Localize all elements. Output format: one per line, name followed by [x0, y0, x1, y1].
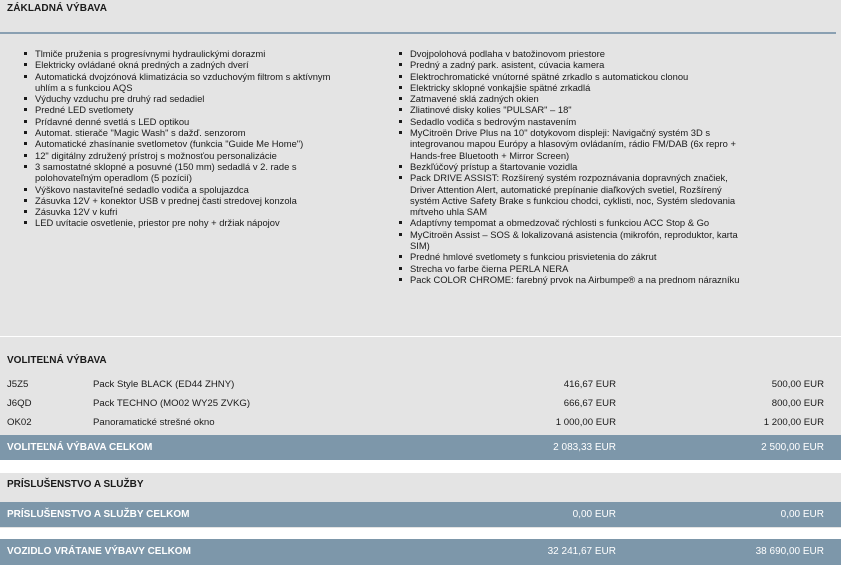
- bullet-icon: [399, 165, 402, 168]
- accessories-total-label: PRÍSLUŠENSTVO A SLUŽBY CELKOM: [7, 509, 190, 520]
- table-row: [0, 376, 841, 394]
- list-item: [399, 93, 749, 104]
- list-item-text: Elektrochromatické vnútorné spätné zrkadlo s automatickou clonou: [410, 70, 689, 82]
- optional-equipment-title: VOLITEĽNÁ VÝBAVA: [7, 355, 107, 366]
- bullet-icon: [399, 108, 402, 111]
- accessories-total-net: 0,00 EUR: [572, 509, 616, 520]
- list-item-text: Automatické zhasínanie svetlometov (funkcia "Guide Me Home"): [35, 138, 304, 150]
- list-item: [24, 127, 352, 138]
- list-item: [399, 161, 749, 172]
- bullet-icon: [399, 255, 402, 258]
- optional-total-label: VOLITEĽNÁ VÝBAVA CELKOM: [7, 442, 153, 453]
- standard-equipment-list-right: [399, 48, 749, 285]
- list-item-text: Predné hmlové svetlomety s funkciou prisvietenia do zákrut: [410, 251, 657, 263]
- list-item: [24, 195, 352, 206]
- table-row: [0, 414, 841, 432]
- list-item: [399, 172, 749, 217]
- bullet-icon: [399, 75, 402, 78]
- list-item: [24, 93, 352, 104]
- list-item: [24, 217, 352, 228]
- list-item: [399, 116, 749, 127]
- section-divider: [0, 32, 836, 34]
- list-item-text: Tlmiče pruženia s progresívnymi hydraulickými dorazmi: [35, 48, 266, 59]
- vehicle-total-bar: [0, 539, 841, 565]
- list-item-text: MyCitroën Drive Plus na 10'' dotykovom displeji: Navigačný systém 3D s integrovanou mapou Európy a hlasovým ovládaním, rádio FM/DAB (6x repro + Hands-free Bluetooth + Mirror Screen): [410, 127, 736, 161]
- list-item: [24, 184, 352, 195]
- bullet-icon: [399, 52, 402, 55]
- optional-total-net: 2 083,33 EUR: [553, 442, 616, 453]
- bullet-icon: [399, 233, 402, 236]
- list-item-text: Bezkľúčový prístup a štartovanie vozidla: [410, 160, 578, 172]
- list-item: [399, 59, 749, 70]
- bullet-icon: [399, 278, 402, 281]
- option-price-net: 666,67 EUR: [563, 398, 616, 409]
- list-item-text: Adaptívny tempomat a obmedzovač rýchlosti s funkciou ACC Stop & Go: [410, 217, 710, 229]
- list-item-text: Predné LED svetlomety: [35, 104, 134, 116]
- bullet-icon: [24, 120, 27, 123]
- list-item-text: Výškovo nastaviteľné sedadlo vodiča a spolujazdca: [35, 183, 249, 195]
- list-item: [399, 263, 749, 274]
- optional-equipment-total-bar: [0, 435, 841, 460]
- list-item-text: LED uvítacie osvetlenie, priestor pre nohy + držiak nápojov: [35, 217, 280, 229]
- list-item: [399, 251, 749, 262]
- vehicle-total-label: VOZIDLO VRÁTANE VÝBAVY CELKOM: [7, 546, 191, 557]
- list-item-text: Predný a zadný park. asistent, cúvacia kamera: [410, 59, 605, 71]
- bullet-icon: [399, 86, 402, 89]
- bullet-icon: [24, 188, 27, 191]
- bullet-icon: [24, 63, 27, 66]
- accessories-title: PRÍSLUŠENSTVO A SLUŽBY: [7, 479, 144, 490]
- bullet-icon: [399, 63, 402, 66]
- option-price-net: 416,67 EUR: [563, 379, 616, 390]
- bullet-icon: [399, 97, 402, 100]
- list-item: [24, 48, 352, 59]
- standard-equipment-title: ZÁKLADNÁ VÝBAVA: [7, 3, 108, 14]
- list-item: [24, 104, 352, 115]
- list-item-text: Elektricky sklopné vonkajšie spätné zrkadlá: [410, 81, 591, 93]
- vehicle-total-gross: 38 690,00 EUR: [755, 546, 824, 557]
- optional-total-gross: 2 500,00 EUR: [761, 442, 824, 453]
- option-code: J5Z5: [7, 379, 29, 390]
- list-item-text: Automatická dvojzónová klimatizácia so vzduchovým filtrom s aktívnym uhlím a s funkciou AQS: [35, 70, 331, 93]
- bullet-icon: [24, 221, 27, 224]
- list-item-text: MyCitroën Assist – SOS & lokalizovaná asistencia (mikrofón, reproduktor, karta SIM): [410, 228, 738, 252]
- option-description: Panoramatické strešné okno: [93, 417, 215, 428]
- list-item: [24, 59, 352, 70]
- option-price-gross: 500,00 EUR: [771, 379, 824, 390]
- option-code: OK02: [7, 417, 32, 428]
- list-item: [399, 48, 749, 59]
- list-item: [399, 104, 749, 115]
- list-item-text: Zliatinové disky kolies "PULSAR" – 18": [410, 104, 572, 116]
- list-item-text: Zásuvka 12V + konektor USB v prednej časti stredovej konzola: [35, 194, 297, 206]
- list-item: [399, 229, 749, 252]
- vehicle-total-net: 32 241,67 EUR: [547, 546, 616, 557]
- list-item: [24, 150, 352, 161]
- list-item: [399, 127, 749, 161]
- list-item-text: 12" digitálny združený prístroj s možnosťou personalizácie: [35, 149, 277, 161]
- bullet-icon: [24, 165, 27, 168]
- list-item: [399, 82, 749, 93]
- accessories-total-bar: [0, 502, 841, 527]
- list-item-text: Pack DRIVE ASSIST: Rozšírený systém rozpoznávania dopravných značiek, Driver Attention Alert, automatické prepínanie diaľkových svetiel, Rozšírený systém Active Safety Brake s funkciou chodci, cyklisti, noc, Systém sledovania mŕtveho uhla SAM: [410, 172, 736, 218]
- standard-equipment-list-left: [24, 48, 352, 229]
- option-price-gross: 1 200,00 EUR: [763, 417, 824, 428]
- option-description: Pack TECHNO (MO02 WY25 ZVKG): [93, 398, 251, 409]
- list-item: [24, 161, 352, 184]
- bullet-icon: [24, 108, 27, 111]
- accessories-total-gross: 0,00 EUR: [780, 509, 824, 520]
- list-item-text: Zásuvka 12V v kufri: [35, 206, 118, 218]
- list-item-text: Zatmavené sklá zadných okien: [410, 93, 539, 105]
- list-item-text: Výduchy vzduchu pre druhý rad sedadiel: [35, 93, 205, 105]
- option-code: J6QD: [7, 398, 32, 409]
- list-item-text: Automat. stierače "Magic Wash" s dažď. senzorom: [35, 127, 246, 139]
- bullet-icon: [24, 154, 27, 157]
- bullet-icon: [24, 199, 27, 202]
- list-item: [24, 206, 352, 217]
- list-item-text: Pack COLOR CHROME: farebný prvok na Airbumpe® a na prednom nárazníku: [410, 273, 740, 285]
- list-item: [24, 71, 352, 94]
- list-item-text: Strecha vo farbe čierna PERLA NERA: [410, 262, 569, 274]
- list-item: [24, 138, 352, 149]
- bullet-icon: [24, 131, 27, 134]
- list-item-text: 3 samostatné sklopné a posuvné (150 mm) sedadlá v 2. rade s polohovateľným operadlom (5 pozícií): [35, 160, 297, 184]
- bullet-icon: [399, 131, 402, 134]
- list-item: [399, 71, 749, 82]
- option-price-net: 1 000,00 EUR: [555, 417, 616, 428]
- bullet-icon: [24, 142, 27, 145]
- bullet-icon: [399, 267, 402, 270]
- list-item-text: Elektricky ovládané okná predných a zadných dverí: [35, 59, 249, 71]
- bullet-icon: [399, 176, 402, 179]
- bullet-icon: [399, 120, 402, 123]
- list-item-text: Sedadlo vodiča s bedrovým nastavením: [410, 115, 577, 127]
- list-item: [24, 116, 352, 127]
- bullet-icon: [24, 210, 27, 213]
- bullet-icon: [24, 75, 27, 78]
- list-item: [399, 274, 749, 285]
- table-row: [0, 395, 841, 413]
- list-item-text: Prídavné denné svetlá s LED optikou: [35, 115, 190, 127]
- bullet-icon: [399, 221, 402, 224]
- list-item: [399, 217, 749, 228]
- option-price-gross: 800,00 EUR: [771, 398, 824, 409]
- option-description: Pack Style BLACK (ED44 ZHNY): [93, 379, 235, 390]
- bullet-icon: [24, 52, 27, 55]
- list-item-text: Dvojpolohová podlaha v batožinovom priestore: [410, 48, 605, 59]
- bullet-icon: [24, 97, 27, 100]
